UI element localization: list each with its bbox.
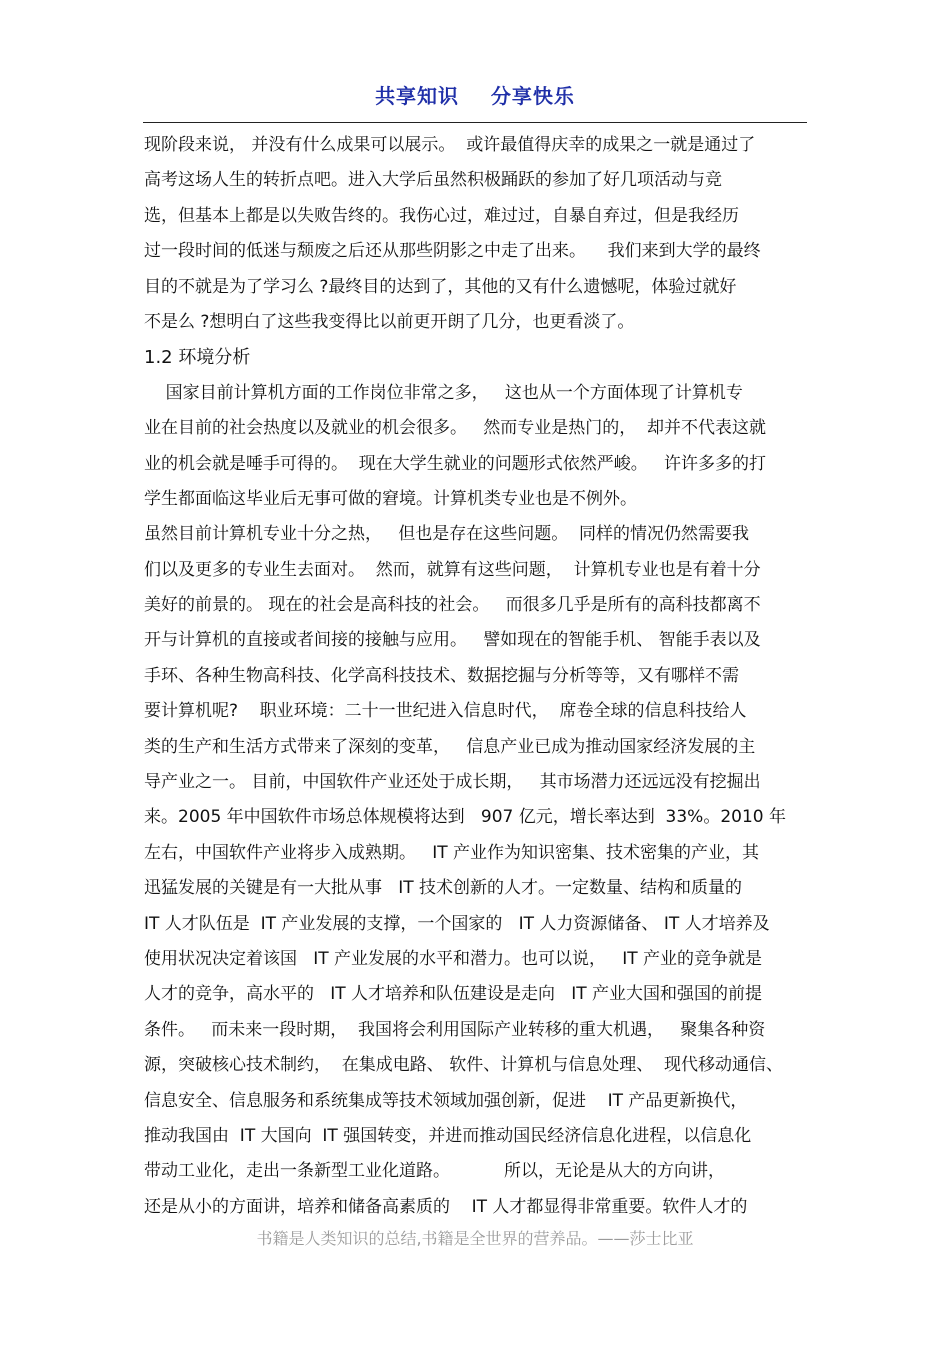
text-line: 源，突破核心技术制约， 在集成电路、 软件、计算机与信息处理、 现代移动通信、 (144, 1055, 784, 1076)
text-line: 开与计算机的直接或者间接的接触与应用。 譬如现在的智能手机、 智能手表以及 (144, 630, 761, 651)
section-heading: 1.2 环境分析 (144, 347, 251, 369)
text-line: 还是从小的方面讲，培养和储备高素质的 IT 人才都显得非常重要。软件人才的 (144, 1196, 748, 1217)
document-body (144, 128, 814, 1225)
text-line: 手环、各种生物高科技、化学高科技技术、数据挖掘与分析等等，又有哪样不需 (144, 665, 739, 686)
text-line: 导产业之一。 目前，中国软件产业还处于成长期， 其市场潜力还远远没有挖掘出 (144, 772, 761, 793)
text-line: 左右，中国软件产业将步入成熟期。 IT 产业作为知识密集、技术密集的产业，其 (144, 842, 760, 863)
text-line: 类的生产和生活方式带来了深刻的变革， 信息产业已成为推动国家经济发展的主 (144, 736, 756, 757)
text-line: 推动我国由 IT 大国向 IT 强国转变，并进而推动国民经济信息化进程，以信息化 (144, 1125, 752, 1146)
text-line: 虽然目前计算机专业十分之热， 但也是存在这些问题。 同样的情况仍然需要我 (144, 524, 750, 545)
text-line: 来。2005 年中国软件市场总体规模将达到 907 亿元，增长率达到 33%。2010 年 (144, 807, 786, 828)
text-line: 信息安全、信息服务和系统集成等技术领域加强创新，促进 IT 产品更新换代， (144, 1090, 748, 1111)
text-line: 人才的竞争，高水平的 IT 人才培养和队伍建设是走向 IT 产业大国和强国的前提 (144, 984, 763, 1005)
header-divider (143, 122, 807, 123)
text-line: 条件。 而未来一段时期， 我国将会利用国际产业转移的重大机遇， 聚集各种资 (144, 1019, 766, 1040)
text-line: 过一段时间的低迷与颓废之后还从那些阴影之中走了出来。 我们来到大学的最终 (144, 241, 761, 262)
text-line: 选，但基本上都是以失败告终的。我伤心过，难过过，自暴自弃过，但是我经历 (144, 205, 739, 226)
text-line: 现阶段来说， 并没有什么成果可以展示。 或许最值得庆幸的成果之一就是通过了 (144, 135, 756, 155)
text-line: 业在目前的社会热度以及就业的机会很多。 然而专业是热门的， 却并不代表这就 (144, 418, 767, 439)
text-line: 国家目前计算机方面的工作岗位非常之多， 这也从一个方面体现了计算机专 (144, 382, 743, 403)
text-line: IT 人才队伍是 IT 产业发展的支撑，一个国家的 IT 人力资源储备、 IT 人才培养及 (144, 913, 770, 934)
text-line: 美好的前景的。 现在的社会是高科技的社会。 而很多几乎是所有的高科技都离不 (144, 595, 761, 616)
footer-quote: 书籍是人类知识的总结,书籍是全世界的营养品。——莎士比亚 (256, 1229, 694, 1248)
text-line: 迅猛发展的关键是有一大批从事 IT 技术创新的人才。一定数量、结构和质量的 (144, 878, 743, 899)
text-line: 们以及更多的专业生去面对。 然而，就算有这些问题， 计算机专业也是有着十分 (144, 559, 761, 580)
text-line: 使用状况决定着该国 IT 产业发展的水平和潜力。也可以说， IT 产业的竞争就是 (144, 948, 763, 969)
text-line: 不是么 ?想明白了这些我变得比以前更开朗了几分，也更看淡了。 (144, 311, 635, 332)
page-header-title: 共享知识 分享快乐 (375, 84, 575, 108)
text-line: 业的机会就是唾手可得的。 现在大学生就业的问题形式依然严峻。 许许多多的打 (144, 453, 767, 474)
text-line: 带动工业化，走出一条新型工业化道路。 所以，无论是从大的方向讲， (144, 1161, 726, 1182)
text-line: 学生都面临这毕业后无事可做的窘境。计算机类专业也是不例外。 (144, 488, 637, 509)
text-line: 高考这场人生的转折点吧。进入大学后虽然积极踊跃的参加了好几项活动与竞 (144, 170, 722, 191)
text-line: 要计算机呢? 职业环境：二十一世纪进入信息时代， 席卷全球的信息科技给人 (144, 701, 747, 722)
text-line: 目的不就是为了学习么 ?最终目的达到了，其他的又有什么遗憾呢，体验过就好 (144, 276, 737, 297)
